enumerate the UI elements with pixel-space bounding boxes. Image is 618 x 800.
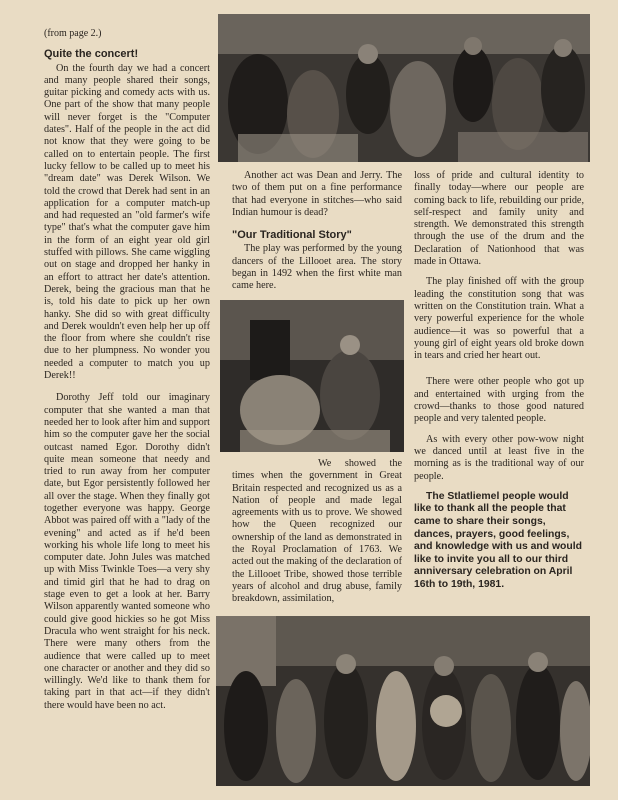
- photo-dancers-standing: [216, 616, 590, 786]
- paragraph-dorothy: Dorothy Jeff told our imaginary computer that she wanted a man that needed her to look after him and support him so the computer gave her the social outcast named Egor. Dorothy didn't quite mean someone that needy and tried to run away from her computer date, but Egor persistently followed her all over the stage. When they finally got together everyone was happy. George Abbot was paired off with a "lady of the evening" and acted as if he'd been working his whole life long to meet his computer date. John Jules was matched up with Miss Twinkle Toes—a very shy and timid girl that he had to drag on stage even to get a look at her. Barry Wilson apparently wanted someone who could give good hickies so he got Miss Dracula who went straight for his neck. There were many others from the audience that were called up to meet one character or another and they did so willingly. We'd like to thank them for taking part in that act—if they didn't there would have been no act.: [44, 392, 210, 711]
- photo-play-scene: [220, 300, 404, 452]
- photo-dancers-standing-image: [216, 616, 590, 786]
- section-heading-concert: Quite the concert!: [44, 48, 139, 61]
- paragraph-play-intro: The play was performed by the young dancers of the Lillooet area. The story began in 1492 when the first white man came here.: [232, 243, 402, 292]
- photo-play-scene-image: [220, 300, 404, 452]
- invitation-announcement: The Stlatliemel people would like to thank all the people that came to share their songs, dances, prayers, good feelings, and knowledge with us and would like to invite you all to our third anniversary celebration on April 16th to 19th, 1981.: [414, 490, 582, 590]
- paragraph-computer-dates: On the fourth day we had a concert and many people shared their songs, guitar picking and comedy acts with us. One part of the show that many people will never forget is the "Computer dates". Half of the people in the act did not know that they were going to be called on to entertain people. The first lucky fellow to be called up to meet his "dream date" was Derek Wilson. We told the crowd that Derek had sent in an application for a computer match-up and had requested an "old farmer's wife type" that's what the computer gave him in the form of an eight year old girl stuffed with pillows. She came wiggling out on stage and dropped her hanky in an effort to attract her date's attention. Derek, being the gracious man that he is, told his date to pick up her own hanky. She did so with great difficulty and Derek wouldn't even help her up off the floor from where she couldn't rise due to her plumpness. No wonder you needed a computer to match you up Derek!!: [44, 62, 210, 382]
- paragraph-we-showed: We showed the times when the government in Great Britain respected and recognized us as a Nation of people and made legal agreements with us to prove. We showed how the Queen recognized our ownership of the land as demonstrated in the Royal Proclamation of 1763. We acted out the making of the declaration of the Lillooet Tribe, showed those terrible years of alcohol and drug abuse, family breakdown, assimilation,: [232, 458, 403, 605]
- photo-dancers-seated-image: [218, 14, 590, 162]
- paragraph-play-finished: The play finished off with the group leading the constitution song that was written on the Constitution train. What a very powerful experience for the whole audience—it was so powerful that a young girl of eight years old broke down in tears and cried her heart out.: [414, 276, 584, 362]
- paragraph-dean-jerry: Another act was Dean and Jerry. The two of them put on a fine performance that had everyone in stitches—who said Indian humour is dead?: [232, 170, 402, 218]
- section-heading-traditional-story: "Our Traditional Story": [232, 229, 352, 242]
- column-right: [414, 170, 584, 600]
- column-left: [44, 28, 210, 720]
- paragraph-other-people: There were other people who got up and entertained with urging from the crowd—thanks to those good natured people and very talented people.: [414, 376, 584, 425]
- column-middle-upper: [232, 170, 402, 301]
- column-middle-lower: [232, 458, 402, 614]
- continuation-note: (from page 2.): [44, 28, 102, 39]
- paragraph-pride: loss of pride and cultural identity to finally today—where our people are coming back to life, rebuilding our pride, self-respect and family unity and strength. We demonstrated this strength through the use of the drum and the Declaration of Nationhood that was made in Ottawa.: [414, 170, 584, 268]
- photo-dancers-seated: [218, 14, 590, 162]
- paragraph-danced: As with every other pow-wow night we danced until at least five in the morning as is the traditional way of our people.: [414, 433, 584, 482]
